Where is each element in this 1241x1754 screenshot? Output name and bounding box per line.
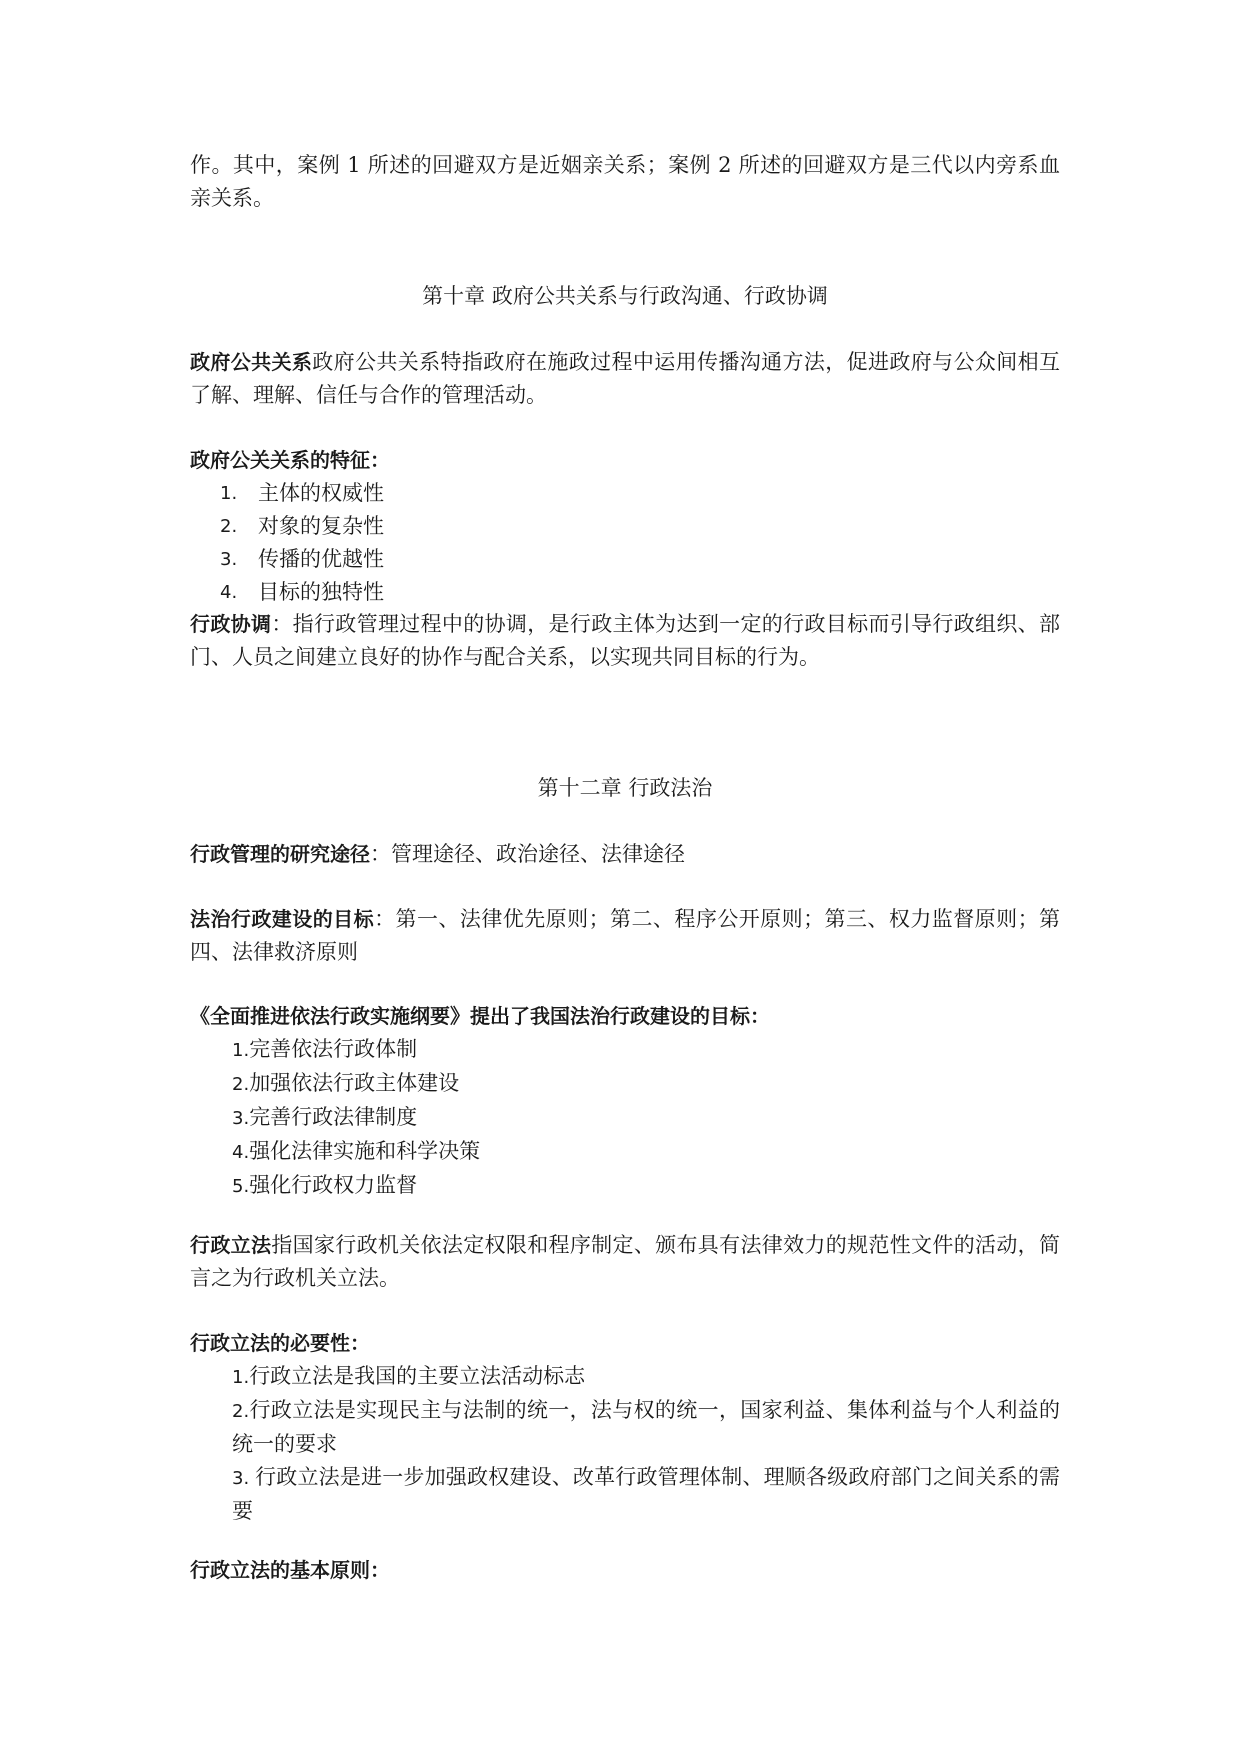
list-text: 强化法律实施和科学决策 [249,1139,481,1163]
goals-sep: ： [374,907,396,931]
research-term: 行政管理的研究途径 [190,842,370,866]
list-number: 2. [232,1074,250,1095]
outline-goals [190,1000,1060,1203]
list-item [190,477,1060,510]
list-item [232,1169,1060,1203]
list-text: 传播的优越性 [258,547,384,571]
list-text: 目标的独特性 [258,580,384,604]
list-item [232,1101,1060,1135]
outline-list [190,1033,1060,1203]
research-text: 管理途径、政治途径、法律途径 [391,842,685,866]
list-item [232,1067,1060,1101]
list-number: 5. [232,1176,250,1197]
gpr-features-heading: 政府公关关系的特征： [190,448,390,472]
legislation-term: 行政立法 [190,1233,272,1257]
list-number: 2. [232,1401,250,1422]
legislation-principles [190,1554,1060,1587]
list-text: 行政立法是我国的主要立法活动标志 [249,1364,586,1388]
list-item [232,1360,1060,1394]
gpr-definition [190,346,1060,412]
list-text: 加强依法行政主体建设 [249,1071,460,1095]
gpr-features-list [190,477,1060,609]
legislation-text: 指国家行政机关依法定权限和程序制定、颁布具有法律效力的规范性文件的活动，简言之为行政机关立法。 [190,1233,1061,1290]
list-item [232,1394,1060,1461]
research-approaches [190,838,1060,871]
list-number: 2. [220,516,238,537]
legislation-definition [190,1229,1060,1295]
principles-heading: 行政立法的基本原则： [190,1558,390,1582]
list-number: 3. [232,1108,250,1129]
rule-of-law-goals [190,903,1060,969]
list-number: 4. [232,1142,250,1163]
research-sep: ： [370,842,391,866]
list-item [190,576,1060,609]
gpr-term: 政府公共关系 [190,350,313,374]
list-text: 对象的复杂性 [258,514,384,538]
necessity-heading: 行政立法的必要性： [190,1331,370,1355]
list-text: 行政立法是实现民主与法制的统一，法与权的统一，国家利益、集体利益与个人利益的统一的要求 [232,1398,1060,1456]
list-text: 行政立法是进一步加强政权建设、改革行政管理体制、理顺各级政府部门之间关系的需要 [232,1465,1060,1523]
intro-paragraph [190,149,1060,215]
list-number: 1. [232,1367,250,1388]
list-item [190,543,1060,576]
list-text: 完善依法行政体制 [249,1037,418,1061]
gpr-text: 政府公共关系特指政府在施政过程中运用传播沟通方法，促进政府与公众间相互了解、理解、信任与合作的管理活动。 [190,350,1060,407]
necessity-list [190,1360,1060,1528]
coordination-term: 行政协调 [190,612,272,636]
coordination-definition [190,608,1060,674]
list-item [232,1033,1060,1067]
goals-text: 第一、法律优先原则；第二、程序公开原则；第三、权力监督原则；第四、法律救济原则 [190,907,1061,964]
intro-text: 作。其中，案例 1 所述的回避双方是近姻亲关系；案例 2 所述的回避双方是三代以内旁系血亲关系。 [190,153,1060,210]
goals-term: 法治行政建设的目标 [190,907,375,931]
list-number: 3. [232,1468,256,1489]
legislation-necessity [190,1327,1060,1528]
list-number: 1. [232,1040,250,1061]
coordination-sep: ： [271,612,293,636]
list-item [190,510,1060,543]
list-number: 1. [220,483,238,504]
coordination-text: 指行政管理过程中的协调，是行政主体为达到一定的行政目标而引导行政组织、部门、人员之间建立良好的协作与配合关系，以实现共同目标的行为。 [190,612,1061,669]
chapter-12-title: 第十二章 行政法治 [537,776,713,800]
list-text: 强化行政权力监督 [249,1173,418,1197]
list-text: 主体的权威性 [258,481,384,505]
chapter-10-title: 第十章 政府公共关系与行政沟通、行政协调 [422,284,828,308]
list-item [232,1135,1060,1169]
list-text: 完善行政法律制度 [249,1105,418,1129]
list-number: 4. [220,582,238,603]
gpr-features [190,444,1060,609]
list-number: 3. [220,549,238,570]
outline-heading: 《全面推进依法行政实施纲要》提出了我国法治行政建设的目标： [190,1004,770,1028]
list-item [232,1461,1060,1528]
